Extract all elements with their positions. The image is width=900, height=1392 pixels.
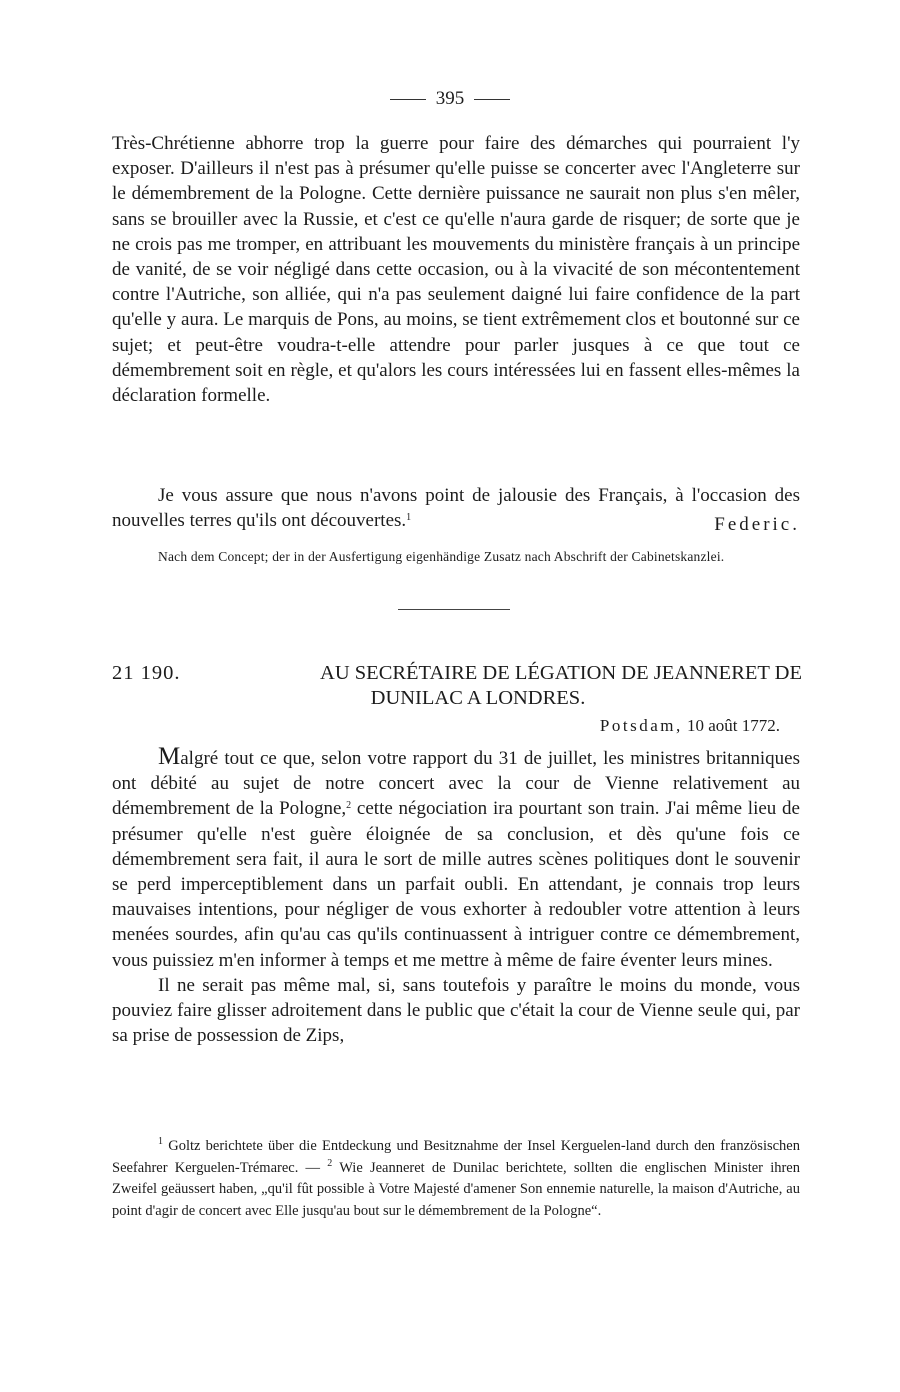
letter-initial: M (158, 743, 181, 770)
second-paragraph-text: Je vous assure que nous n'avons point de jalousie des Français, à l'occasion des nouvelles terres qu'ils ont découvertes. (112, 485, 800, 532)
place-date-line (112, 716, 780, 736)
page-number-dash-left (390, 99, 426, 100)
source-note: Nach dem Concept; der in der Ausfertigung eigenhändige Zusatz nach Abschrift der Cabinetskanzlei. (158, 549, 725, 564)
letter-heading (112, 661, 802, 711)
footnotes-block (112, 1136, 800, 1222)
top-paragraph: Très-Chrétienne abhorre trop la guerre pour faire des démarches qui pourraient l'y exposer. D'ailleurs il n'est pas à présumer qu'elle puisse se concerter avec l'Angleterre sur le démembrement de la Pologne. Cette dernière puissance ne saurait non plus s'en mêler, sans se brouiller avec la Russie, et c'est ce qu'elle n'aura garde de risquer; de sorte que je ne crois pas me tromper, en attribuant les mouvements du ministère français à un principe de vanité, de se voir négligé dans cette occasion, ou à la vivacité de son mécontentement contre l'Autriche, son alliée, qui n'a pas seulement daigné lui faire confidence de la part qu'elle y aura. Le marquis de Pons, au moins, se tient extrêmement clos et boutonné sur ce sujet; et peut-être voudra-t-elle attendre pour parler jusques à ce que tout ce démembrement soit en règle, et qu'alors les cours intéressées lui en fassent elles-mêmes la déclaration formelle. (112, 133, 800, 407)
letter-title-line1: AU SECRÉTAIRE DE LÉGATION DE JEANNERET DE (320, 662, 802, 684)
page-number-dash-right (474, 99, 510, 100)
letter-body (112, 744, 800, 1048)
footnote-1-text: Goltz berichtete über die Entdeckung und Besitznahme der Insel Kerguelen-land durch den französischen Seefahrer Kerguelen-Trémarec. — (112, 1138, 800, 1176)
letter-paragraph-2: Il ne serait pas même mal, si, sans toutefois y paraître le moins du monde, vous pouviez faire glisser adroitement dans le public que c'était la cour de Vienne seule qui, par sa prise de possession de Zips, (112, 974, 800, 1047)
footnote-ref-1: 1 (406, 512, 412, 524)
letter-paragraph-1-part1: algré tout ce que, selon votre rapport du 31 de juillet, les ministres britanniques ont débité au sujet de notre concert avec la cour de Vienne relativement au démembrement de la Pologne, (112, 748, 800, 820)
footnote-2-mark: 2 (327, 1157, 333, 1169)
letter-date: 10 août 1772. (686, 716, 780, 735)
letter-paragraph-1 (112, 744, 800, 973)
page-number-value: 395 (435, 88, 465, 109)
signature: Federic. (714, 514, 800, 536)
footnote-1-mark: 1 (158, 1136, 163, 1147)
footnote-ref-2: 2 (346, 800, 352, 812)
letter-number: 21 190. (112, 662, 181, 684)
footnotes (112, 1136, 800, 1222)
second-paragraph (112, 483, 800, 536)
second-paragraph-block (112, 483, 800, 537)
letter-heading-line1 (112, 661, 802, 686)
letter-title-line2: DUNILAC A LONDRES. (370, 687, 586, 709)
section-divider (398, 609, 510, 610)
footnote-2-text: Wie Jeanneret de Dunilac berichtete, sollten die englischen Minister ihren Zweifel geäussert haben, „qu'il fût possible à Votre Majesté d'amener Son ennemie naturelle, la maison d'Autriche, au point d'agir de concert avec Elle jusqu'au bout sur le démembrement de la Pologne“. (112, 1159, 800, 1219)
top-paragraph-block (112, 131, 800, 408)
source-note-block (112, 548, 800, 565)
letter-place: Potsdam, (599, 716, 683, 735)
letter-paragraph-1-part2: cette négociation ira pourtant son train. J'ai même lieu de présumer qu'elle n'est guère éloignée de sa conclusion, et dès qu'une fois ce démembrement sera fait, il aura le sort de mille autres scènes politiques dont le souvenir se perd imperceptiblement dans un parfait oubli. En attendant, je connais trop leurs mauvaises intentions, pour négliger de vous exhorter à redoubler votre attention à leurs menées sourdes, afin qu'au cas qu'ils continuassent à intriguer contre ce démembrement, vous puissiez m'en informer à temps et me mettre à même de faire éventer leurs mines. (112, 798, 800, 971)
page-number (0, 88, 900, 110)
